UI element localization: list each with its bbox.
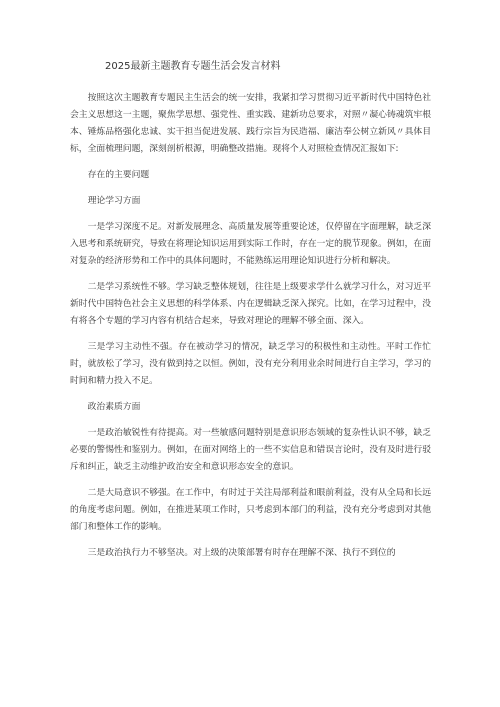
subsection-heading-theory-study: 理论学习方面 [87, 196, 141, 206]
subsection-heading-political-quality: 政治素质方面 [87, 402, 141, 412]
theory-study-paragraph-3: 三是学习主动性不强。存在被动学习的情况，缺乏学习的积极性和主动性。平时工作忙时，就放松了学习，没有做到持之以恒。例如，没有充分利用业余时间进行自主学习，学习的时间和精力投入不足。 [70, 342, 431, 386]
intro-paragraph: 按照这次主题教育专题民主生活会的统一安排，我紧扣学习贯彻习近平新时代中国特色社会主义思想这一主题，聚焦学思想、强党性、重实践、建新功总要求，对照〃凝心铸魂筑牢根本、锤炼品格强化忠诚、实干担当促进发展、践行宗旨为民造福、廉洁奉公树立新风〃具体目标，全面梳理问题，深刻剖析根源，明确整改措施。现将个人对照检查情况汇报如下: [70, 93, 431, 154]
theory-study-paragraph-2: 二是学习系统性不够。学习缺乏整体规划，往往是上级要求学什么就学习什么，对习近平新时代中国特色社会主义思想的科学体系、内在逻辑缺乏深入探究。比如，在学习过程中，没有将各个专题的学习内容有机结合起来，导致对理论的理解不够全面、深入。 [70, 282, 431, 326]
document-page [70, 60, 431, 571]
document-title: 2025最新主题教育专题生活会发言材料 [105, 61, 281, 72]
section-heading-main-problems: 存在的主要问题 [87, 170, 150, 180]
political-quality-paragraph-2: 二是大局意识不够强。在工作中，有时过于关注局部利益和眼前利益，没有从全局和长远的角度考虑问题。例如，在推进某项工作时，只考虑到本部门的利益，没有充分考虑到对其他部门和整体工作的影响。 [70, 488, 431, 532]
political-quality-paragraph-1: 一是政治敏锐性有待提高。对一些敏感问题特别是意识形态领域的复杂性认识不够，缺乏必要的警惕性和鉴别力。例如，在面对网络上的一些不实信息和错误言论时，没有及时进行驳斥和纠正，缺乏主动维护政治安全和意识形态安全的意识。 [70, 428, 431, 472]
political-quality-paragraph-3: 三是政治执行力不够坚决。对上级的决策部署有时存在理解不深、执行不到位的 [87, 548, 396, 558]
theory-study-paragraph-1: 一是学习深度不足。对新发展理念、高质量发展等重要论述，仅停留在字面理解，缺乏深入思考和系统研究，导致在将理论知识运用到实际工作时，存在一定的脱节现象。例如，在面对复杂的经济形势和工作中的具体问题时，不能熟练运用理论知识进行分析和解决。 [70, 222, 431, 266]
